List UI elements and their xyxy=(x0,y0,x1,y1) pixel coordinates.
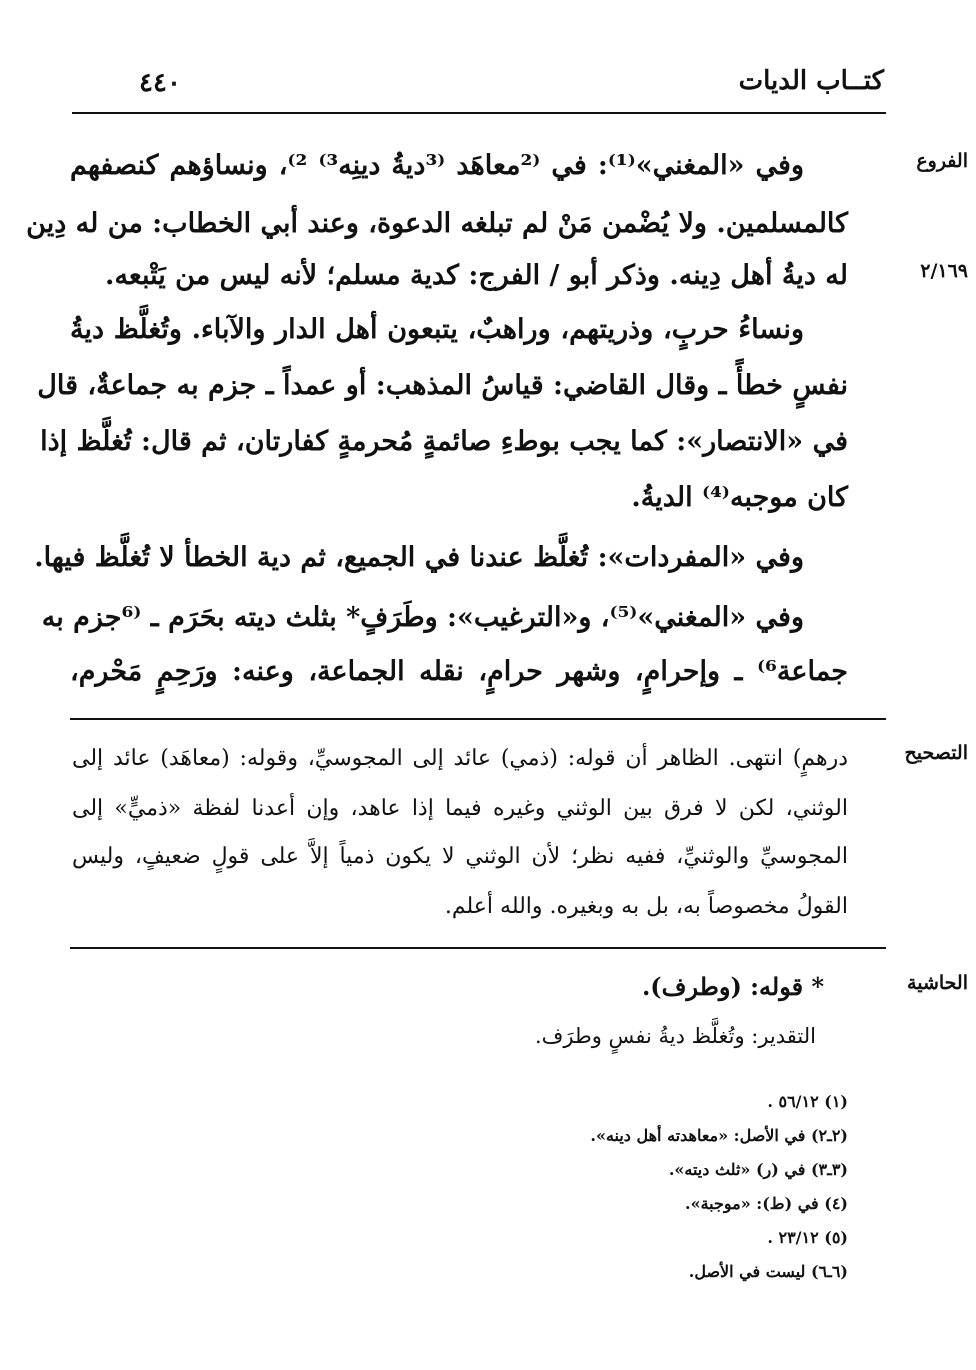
footnote: (٥) ٢٣/١٢ . xyxy=(767,1228,848,1247)
footnote: (٦ـ٦) ليست في الأصل. xyxy=(688,1262,848,1281)
side-label-furu: الفروع xyxy=(916,150,968,172)
side-label-tashih: التصحيح xyxy=(904,742,968,764)
header-rule xyxy=(72,112,886,114)
tashih-line: درهمٍ) انتهى. الظاهر أن قوله: (ذمي) عائد إلى المجوسيِّ، وقوله: (معاهَد) عائد إلى xyxy=(72,746,848,771)
book-title: كتــاب الديات xyxy=(738,66,884,96)
hashiya-heading: * قوله: (وطرف). xyxy=(641,972,824,1001)
footnote: (٣ـ٣) في (ر) «ثلث ديته». xyxy=(668,1160,848,1179)
furu-line: وفي «المغني»⁽¹⁾: في ⁽²معاهَد ⁽³ديةُ دينِه³⁾ ²⁾، ونساؤهم كنصفهم xyxy=(70,150,805,181)
page-number: ٤٤٠ xyxy=(139,68,181,98)
side-label-reference: ٢/١٦٩ xyxy=(920,260,968,282)
furu-line: وفي «المفردات»: تُغلَّظ عندنا في الجميع، ثم دية الخطأ لا تُغلَّظ فيها. xyxy=(34,542,804,573)
tashih-line: القولُ مخصوصاً به، بل به وبغيره. والله أعلم. xyxy=(444,894,848,919)
furu-line: كالمسلمين. ولا يُضْمن مَنْ لم تبلغه الدعوة، وعند أبي الخطاب: من له دِين xyxy=(26,208,848,239)
furu-line: كان موجبه⁽⁴⁾ الديةُ. xyxy=(631,482,848,513)
section-divider xyxy=(70,947,886,949)
tashih-line: المجوسيِّ والوثنيِّ، ففيه نظر؛ لأن الوثني لا يكون ذمياً إلاَّ على قولٍ ضعيفٍ، وليس xyxy=(72,844,848,869)
side-label-hashiya: الحاشية xyxy=(907,972,968,994)
furu-line: في «الانتصار»: كما يجب بوطءِ صائمةٍ مُحرمةٍ كفارتان، ثم قال: تُغلَّظ إذا xyxy=(40,426,848,457)
furu-line: له ديةُ أهل دِينه. وذكر أبو / الفرج: كدية مسلم؛ لأنه ليس من يَتْبعه. xyxy=(105,260,848,291)
hashiya-text: التقدير: وتُغلَّظ ديةُ نفسٍ وطرَف. xyxy=(534,1024,816,1048)
footnote: (٤) في (ط): «موجبة». xyxy=(685,1194,848,1213)
footnote: (١) ٥٦/١٢ . xyxy=(767,1092,848,1111)
section-divider xyxy=(70,718,886,720)
tashih-line: الوثني، لكن لا فرق بين الوثني وغيره فيما إذا عاهد، وإن أعدنا لفظة «ذميٍّ» إلى xyxy=(72,796,848,821)
furu-line: وفي «المغني»⁽⁵⁾، و«الترغيب»: وطَرَفٍ* بثلث ديته بحَرَم ـ ⁽⁶جزم به xyxy=(41,602,804,633)
furu-line: نفسٍ خطأً ـ وقال القاضي: قياسُ المذهب: أو عمداً ـ جزم به جماعةٌ، قال xyxy=(37,370,848,401)
footnote: (٢ـ٢) في الأصل: «معاهدته أهل دينه». xyxy=(590,1126,848,1145)
furu-line: ونساءُ حربٍ، وذريتهم، وراهبٌ، يتبعون أهل الدار والآباء. وتُغلَّظ ديةُ xyxy=(70,314,804,345)
furu-line: جماعة⁶⁾ ـ وإحرامٍ، وشهر حرامٍ، نقله الجماعة، وعنه: ورَحِمٍ مَحْرم، xyxy=(70,656,848,687)
